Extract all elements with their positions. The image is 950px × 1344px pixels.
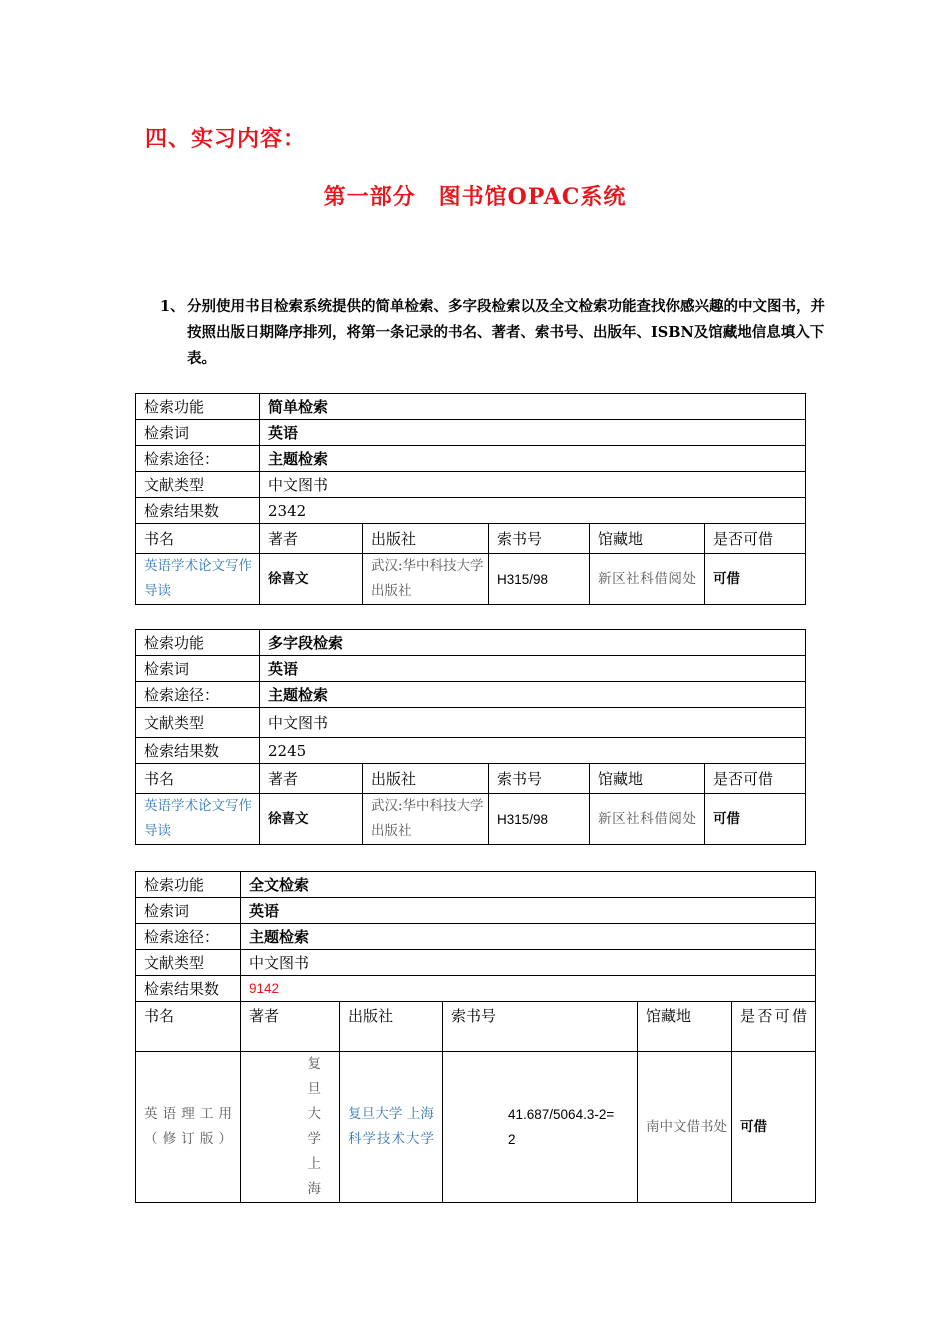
cell-title: 英语学术论文写作导读 xyxy=(136,554,260,605)
label-doc-type: 文献类型 xyxy=(136,472,260,498)
section-title: 四、实习内容： xyxy=(145,126,307,152)
value-term: 英语 xyxy=(260,420,806,446)
header-author: 著者 xyxy=(260,524,363,554)
cell-call-no: H315/98 xyxy=(489,794,590,845)
label-doc-type: 文献类型 xyxy=(136,950,241,976)
cell-available: 可借 xyxy=(705,554,806,605)
value-count: 9142 xyxy=(241,976,816,1002)
value-func: 简单检索 xyxy=(260,394,806,420)
label-func: 检索功能 xyxy=(136,872,241,898)
cell-publisher: 武汉:华中科技大学出版社 xyxy=(363,554,489,605)
value-count: 2342 xyxy=(260,498,806,524)
header-author: 著者 xyxy=(260,764,363,794)
label-path: 检索途径： xyxy=(136,682,260,708)
cell-location: 南中文借书处 xyxy=(638,1052,732,1203)
label-term: 检索词 xyxy=(136,420,260,446)
value-func: 多字段检索 xyxy=(260,630,806,656)
cell-author: 徐喜文 xyxy=(260,554,363,605)
cell-call-no: H315/98 xyxy=(489,554,590,605)
label-path: 检索途径： xyxy=(136,924,241,950)
cell-title: 英语学术论文写作导读 xyxy=(136,794,260,845)
value-doc-type: 中文图书 xyxy=(241,950,816,976)
cell-publisher: 复旦大学 上海科学技术大学 xyxy=(340,1052,443,1203)
header-available: 是否可借 xyxy=(732,1002,816,1052)
label-func: 检索功能 xyxy=(136,630,260,656)
header-author: 著者 xyxy=(241,1002,340,1052)
label-count: 检索结果数 xyxy=(136,738,260,764)
header-call-no: 索书号 xyxy=(489,524,590,554)
task-text: 分别使用书目检索系统提供的简单检索、多字段检索以及全文检索功能查找你感兴趣的中文图书，并按照出版日期降序排列，将第一条记录的书名、著者、索书号、出版年、ISBN及馆藏地信息填入下表。 xyxy=(187,298,825,367)
label-doc-type: 文献类型 xyxy=(136,708,260,738)
cell-available: 可借 xyxy=(732,1052,816,1203)
value-count: 2245 xyxy=(260,738,806,764)
header-publisher: 出版社 xyxy=(363,524,489,554)
header-location: 馆藏地 xyxy=(590,764,705,794)
cell-call-no: 41.687/5064.3-2=2 xyxy=(443,1052,638,1203)
header-title: 书名 xyxy=(136,524,260,554)
cell-location: 新区社科借阅处 xyxy=(590,794,705,845)
label-count: 检索结果数 xyxy=(136,498,260,524)
header-title: 书名 xyxy=(136,764,260,794)
cell-location: 新区社科借阅处 xyxy=(590,554,705,605)
header-available: 是否可借 xyxy=(705,764,806,794)
cell-publisher: 武汉:华中科技大学出版社 xyxy=(363,794,489,845)
value-term: 英语 xyxy=(241,898,816,924)
header-location: 馆藏地 xyxy=(590,524,705,554)
simple-search-table xyxy=(135,393,806,605)
header-available: 是否可借 xyxy=(705,524,806,554)
header-location: 馆藏地 xyxy=(638,1002,732,1052)
header-call-no: 索书号 xyxy=(489,764,590,794)
multi-field-search-table xyxy=(135,629,806,845)
header-publisher: 出版社 xyxy=(340,1002,443,1052)
header-call-no: 索书号 xyxy=(443,1002,638,1052)
part-title: 第一部分 图书馆OPAC系统 xyxy=(323,184,627,210)
label-path: 检索途径： xyxy=(136,446,260,472)
cell-available: 可借 xyxy=(705,794,806,845)
task-number: 1、 xyxy=(160,298,185,315)
header-title: 书名 xyxy=(136,1002,241,1052)
value-path: 主题检索 xyxy=(241,924,816,950)
value-doc-type: 中文图书 xyxy=(260,708,806,738)
value-path: 主题检索 xyxy=(260,682,806,708)
value-term: 英语 xyxy=(260,656,806,682)
label-count: 检索结果数 xyxy=(136,976,241,1002)
cell-title: 英语理工用（修订版） xyxy=(136,1052,241,1203)
label-term: 检索词 xyxy=(136,898,241,924)
cell-author: 复旦大学上海 xyxy=(241,1052,340,1203)
header-publisher: 出版社 xyxy=(363,764,489,794)
label-func: 检索功能 xyxy=(136,394,260,420)
value-path: 主题检索 xyxy=(260,446,806,472)
value-doc-type: 中文图书 xyxy=(260,472,806,498)
task-instruction xyxy=(160,294,830,372)
label-term: 检索词 xyxy=(136,656,260,682)
value-func: 全文检索 xyxy=(241,872,816,898)
cell-author: 徐喜文 xyxy=(260,794,363,845)
full-text-search-table xyxy=(135,871,816,1203)
